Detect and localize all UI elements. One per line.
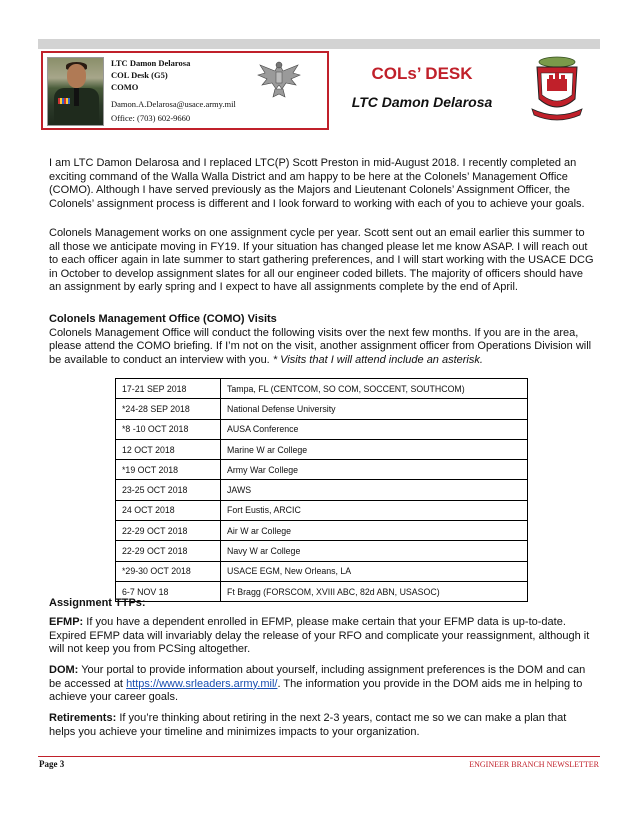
colonel-eagle-insignia-icon — [256, 57, 302, 101]
dom-label: DOM: — [49, 664, 79, 676]
visit-date: 24 OCT 2018 — [116, 500, 221, 520]
visit-event: Fort Eustis, ARCIC — [221, 500, 528, 520]
author-phone: Office: (703) 602-9660 — [111, 113, 191, 123]
dom-link[interactable]: https://www.srleaders.army.mil/ — [126, 677, 278, 690]
visit-event: USACE EGM, New Orleans, LA — [221, 561, 528, 581]
cycle-paragraph: Colonels Management works on one assignment cycle per year. Scott sent out an email earlier this summer to all those we anticipate moving in FY19. If your situation has changed please let me know ASAP. I will reach out to each officer again in late summer to start gathering preferences, and I will start working with the USACE DCG in October to develop assignment slates for all our engineer coded billets. The majority of officers should have an assignment by early spring and I expect to have all assignments complete by the end of April. — [49, 227, 594, 293]
visit-date: 17-21 SEP 2018 — [116, 379, 221, 399]
visit-date: 12 OCT 2018 — [116, 439, 221, 459]
ttps-heading: Assignment TTPs: — [49, 597, 146, 609]
visit-date: *8 -10 OCT 2018 — [116, 419, 221, 439]
efmp-text: If you have a dependent enrolled in EFMP, please make certain that your EFMP data is up-to-date. Expired EFMP data will invariably delay the release of your RFO and complicate your reassignment, although it will not keep you from PCSing altogether. — [49, 616, 590, 655]
visit-event: Ft Bragg (FORSCOM, XVIII ABC, 82d ABN, USASOC) — [221, 581, 528, 601]
visits-heading: Colonels Management Office (COMO) Visits — [49, 313, 277, 325]
visits-text: Colonels Management Office will conduct the following visits over the next few months. If you are in the area, please attend the COMO briefing. If I’m not on the visit, another assignment officer from Operations Division will be available to conduct an interview with you. — [49, 326, 592, 366]
engineer-crest-icon — [528, 55, 586, 123]
dom-text-after: . The information you provide in the DOM aids me in helping to achieve your career goals. — [49, 677, 583, 703]
table-row — [116, 460, 528, 480]
retirements-paragraph — [49, 712, 594, 739]
visits-section — [49, 313, 594, 367]
section-subtitle: LTC Damon Delarosa — [351, 94, 493, 110]
page-number: Page 3 — [39, 759, 65, 769]
efmp-label: EFMP: — [49, 616, 84, 628]
table-row — [116, 379, 528, 399]
visit-event: Air W ar College — [221, 521, 528, 541]
visit-date: *29-30 OCT 2018 — [116, 561, 221, 581]
table-row — [116, 521, 528, 541]
visit-event: National Defense University — [221, 399, 528, 419]
author-role: COL Desk (G5) — [111, 70, 168, 80]
newsletter-name: ENGINEER BRANCH NEWSLETTER — [469, 760, 599, 769]
intro-paragraph: I am LTC Damon Delarosa and I replaced LTC(P) Scott Preston in mid-August 2018. I recently completed an exciting command of the Walla Walla District and am happy to be here at the Colonels’ Management Office (COMO). Although I have served previously as the Majors and Lieutenant Colonels’ Assignment Officer, the Colonels’ assignment process is different and I look forward to working with each of you to achieve your goals. — [49, 157, 585, 210]
table-row — [116, 541, 528, 561]
author-name: LTC Damon Delarosa — [111, 58, 191, 68]
section-title: COLs’ DESK — [371, 64, 473, 83]
table-row — [116, 439, 528, 459]
dom-text: Your portal to provide information about yourself, including assignment preferences is the DOM and can be accessed at — [49, 664, 586, 690]
visit-event: Army War College — [221, 460, 528, 480]
visit-date: *24-28 SEP 2018 — [116, 399, 221, 419]
table-row — [116, 480, 528, 500]
visit-event: Tampa, FL (CENTCOM, SO COM, SOCCENT, SOUTHCOM) — [221, 379, 528, 399]
visit-date: 23-25 OCT 2018 — [116, 480, 221, 500]
table-row — [116, 399, 528, 419]
visit-date: 22-29 OCT 2018 — [116, 521, 221, 541]
retirements-text: If you’re thinking about retiring in the next 2-3 years, contact me so we can make a plan that helps you achieve your timeline and minimizes impacts to your organization. — [49, 712, 567, 738]
visits-note: * Visits that I will attend include an asterisk. — [272, 353, 483, 366]
table-row — [116, 500, 528, 520]
footer-divider — [38, 756, 600, 757]
dom-paragraph — [49, 664, 594, 705]
visit-date: 6-7 NOV 18 — [116, 581, 221, 601]
visits-table — [115, 378, 528, 602]
visit-event: JAWS — [221, 480, 528, 500]
author-org: COMO — [111, 82, 139, 92]
visit-event: Navy W ar College — [221, 541, 528, 561]
efmp-paragraph — [49, 616, 594, 657]
table-row — [116, 419, 528, 439]
header-band — [38, 39, 600, 49]
table-row — [116, 561, 528, 581]
author-email: Damon.A.Delarosa@usace.army.mil — [111, 99, 236, 109]
visit-date: *19 OCT 2018 — [116, 460, 221, 480]
visit-date: 22-29 OCT 2018 — [116, 541, 221, 561]
visit-event: AUSA Conference — [221, 419, 528, 439]
retirements-label: Retirements: — [49, 712, 117, 724]
visit-event: Marine W ar College — [221, 439, 528, 459]
author-photo — [47, 57, 104, 126]
